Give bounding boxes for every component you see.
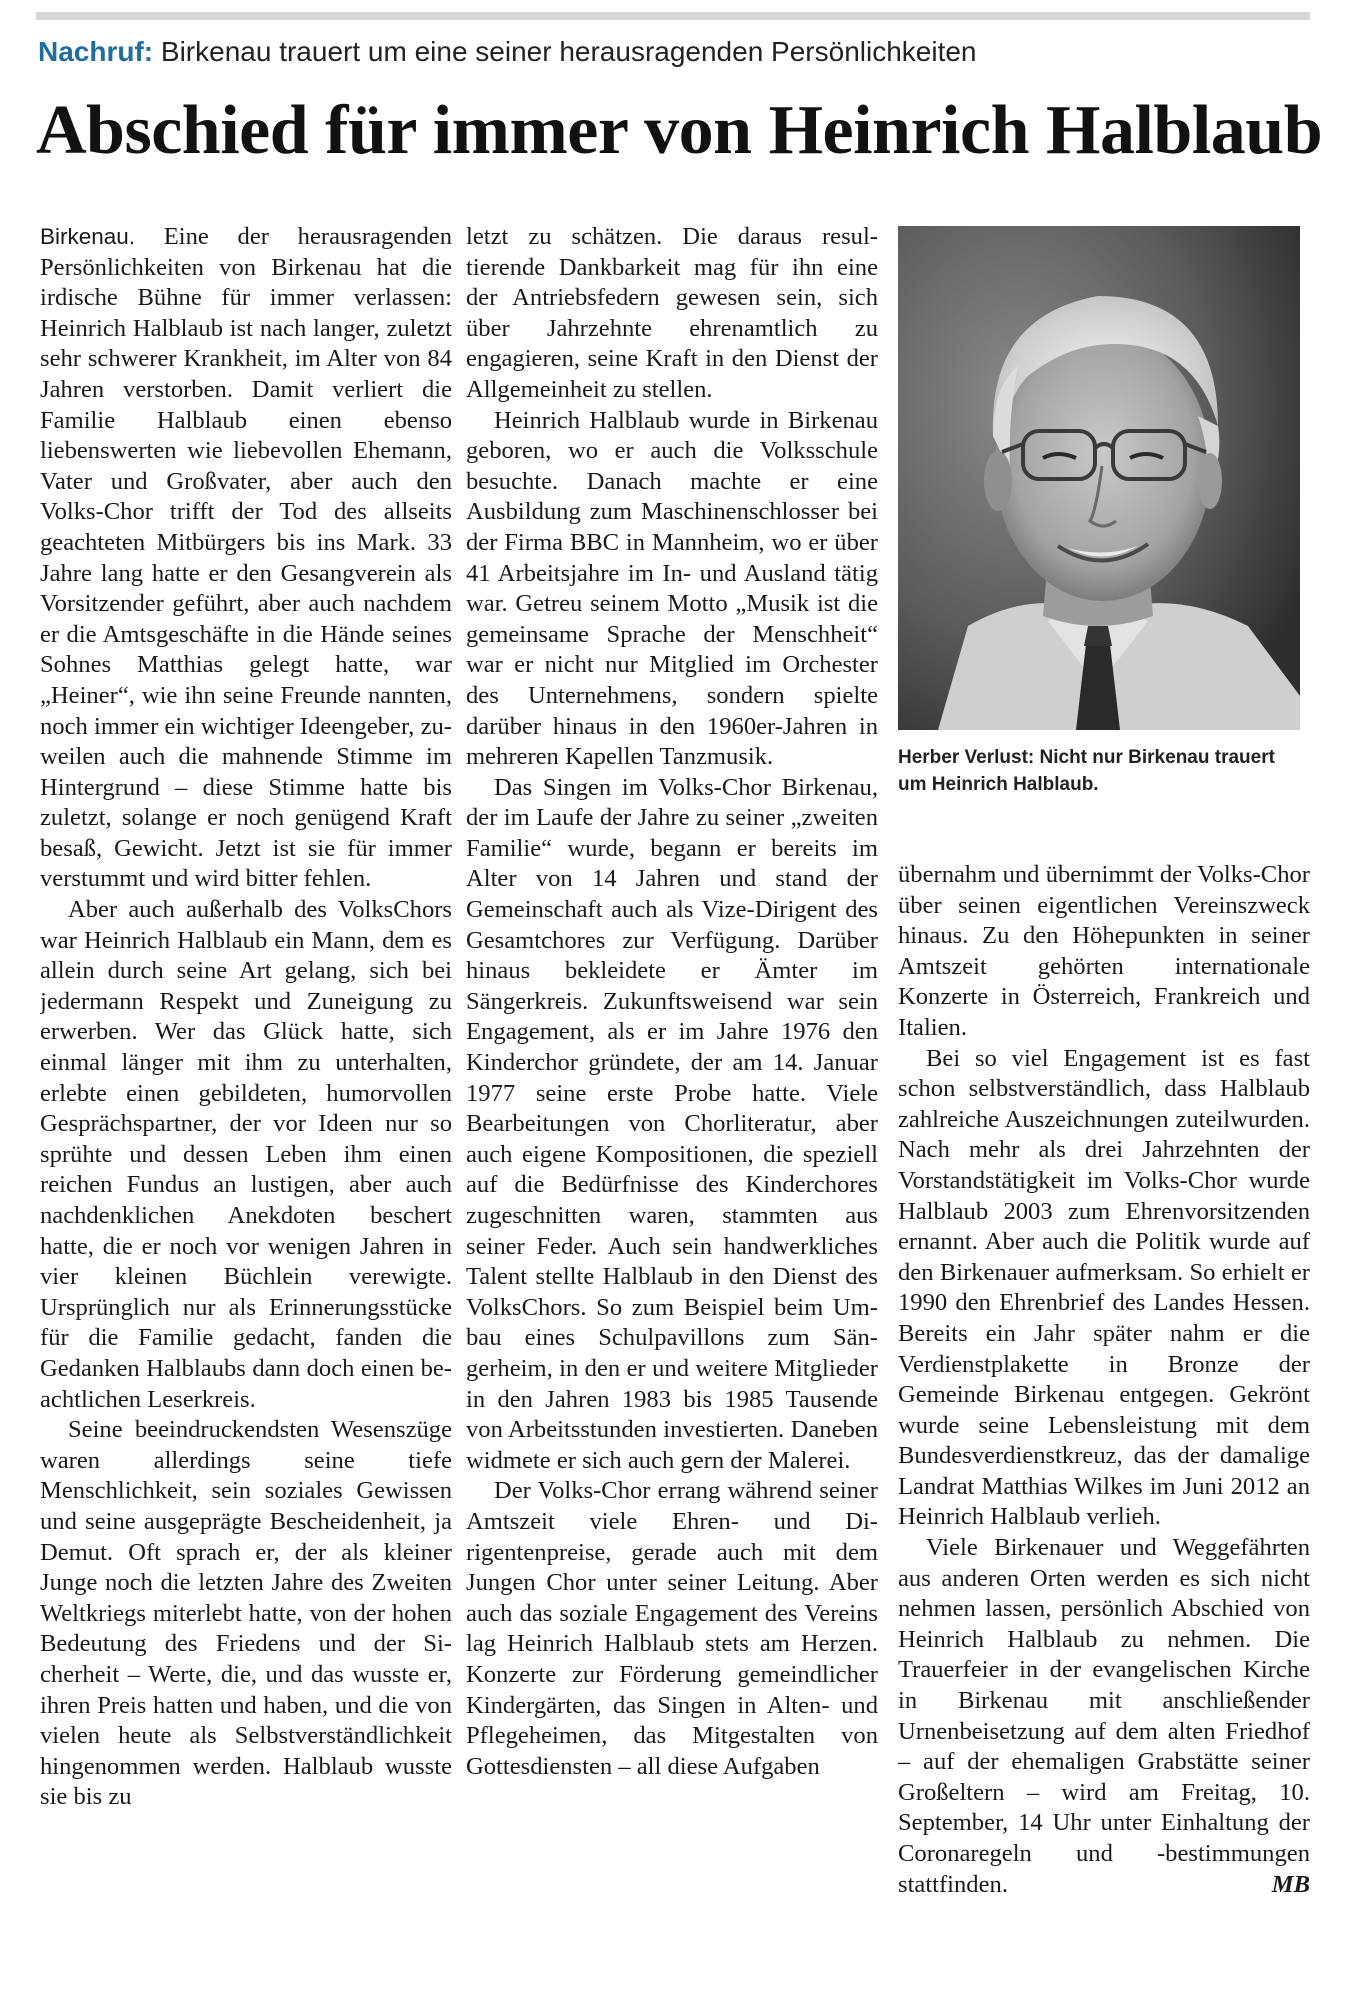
article-column-1 xyxy=(40,222,452,1992)
article-column-3 xyxy=(898,860,1310,1990)
paragraph: Heinrich Halblaub wurde in Birkenau geboren, wo er auch die Volksschule besuchte. Danach machte er eine Ausbildung zum Maschinenschlosser bei der Firma BBC in Mannheim, wo er über 41 Arbeitsjahre im In- und Ausland tätig war. Getreu seinem Motto „Musik ist die gemeinsame Sprache der Menschheit“ war er nicht nur Mitglied im Orchester des Unternehmens, sondern spielte darüber hinaus in den 1960er-Jahren in mehreren Kapellen Tanzmusik. xyxy=(466,406,878,771)
paragraph: übernahm und übernimmt der Volks-Chor über seinen eigentlichen Vereinszweck hinaus. Zu den Höhepunkten in seiner Amtszeit gehörten internationale Konzerte in Österreich, Frankreich und Italien. xyxy=(898,861,1310,1041)
portrait-photo xyxy=(898,226,1300,730)
paragraph: Das Singen im Volks-Chor Birkenau, der im Laufe der Jahre zu seiner „zweiten Familie“ wurde, begann er bereits im Alter von 14 Jahren und stand der Gemeinschaft auch als Vize-Dirigent des Gesamtchores zur Verfügung. Darüber hinaus bekleidete er Ämter im Sängerkreis. Zukunftsweisend war sein Engagement, als er im Jahre 1976 den Kinderchor gründete, der am 14. Januar 1977 seine erste Probe hatte. Viele Bearbeitungen von Chorliteratur, aber auch eigene Kompositionen, die speziell auf die Bedürfnisse des Kinderchores zugeschnitten waren, stammten aus seiner Feder. Auch sein handwerkliches Talent stellte Halblaub in den Dienst des VolksChors. So zum Beispiel beim Umbau eines Schulpavillons zum Sängerheim, in den er und weitere Mitglieder in den Jahren 1983 bis 1985 Tausende von Arbeitsstunden investierten. Daneben widmete er sich auch gern der Malerei. xyxy=(466,773,878,1474)
article-column-2 xyxy=(466,222,878,1992)
kicker-label: Nachruf: xyxy=(38,36,154,67)
photo-caption: Herber Verlust: Nicht nur Birkenau trauert um Heinrich Halblaub. xyxy=(898,747,1275,795)
paragraph: letzt zu schätzen. Die daraus resultierende Dankbarkeit mag für ihn eine der Antriebsfedern gewesen sein, sich über Jahrzehnte ehrenamtlich zu engagieren, seine Kraft in den Dienst der Allgemeinheit zu stellen. xyxy=(466,223,878,403)
kicker xyxy=(38,36,1308,68)
portrait-illustration xyxy=(898,226,1300,730)
kicker-text: Birkenau trauert um eine seiner herausragenden Persönlichkeiten xyxy=(160,36,977,67)
paragraph-text: Eine der herausragenden Persönlichkeiten von Birkenau hat die irdische Bühne für immer verlassen: Heinrich Halblaub ist nach langer, zuletzt sehr schwerer Krankheit, im Alter von 84 Jahren verstorben. Damit verliert die Familie Halblaub einen ebenso liebenswerten wie liebevollen Ehemann, Vater und Großvater, aber auch den Volks-Chor trifft der Tod des allseits geachteten Mitbürgers bis ins Mark. 33 Jahre lang hatte er den Gesangverein als Vorsitzender geführt, aber auch nachdem er die Amtsgeschäfte in die Hände seines Sohnes Matthias gelegt hatte, war „Heiner“, wie ihn seine Freunde nannten, noch immer ein wichtiger Ideengeber, zuweilen auch die mahnende Stimme im Hintergrund – diese Stimme hatte bis zuletzt, solange er noch genügend Kraft besaß, Gewicht. Jetzt ist sie für immer verstummt und wird bitter fehlen. xyxy=(40,223,452,893)
paragraph xyxy=(40,222,452,895)
author-byline: MB xyxy=(1271,1870,1310,1898)
paragraph xyxy=(898,1533,1310,1900)
headline: Abschied für immer von Heinrich Halblaub xyxy=(36,92,1323,169)
paragraph: Seine beeindruckendsten Wesenszüge waren allerdings seine tiefe Menschlichkeit, sein soziales Gewissen und seine ausgeprägte Bescheidenheit, ja Demut. Oft sprach er, der als kleiner Junge noch die letzten Jahre des Zweiten Weltkriegs miterlebt hatte, von der hohen Bedeutung des Friedens und der Sicherheit – Werte, die, und das wusste er, ihren Preis hatten und haben, und die von vielen heute als Selbstverständlichkeit hingenommen werden. Halblaub wusste sie bis zu xyxy=(40,1416,452,1811)
paragraph-text: Viele Birkenauer und Weggefährten aus anderen Orten werden es sich nicht nehmen lassen, persönlich Abschied von Heinrich Halblaub zu nehmen. Die Trauerfeier in der evangelischen Kirche in Birkenau mit anschließender Urnenbeisetzung auf dem alten Friedhof – auf der ehemaligen Grabstätte seiner Großeltern – wird am Freitag, 10. September, 14 Uhr unter Einhaltung der Coronaregeln und -bestimmungen stattfinden. xyxy=(898,1534,1310,1898)
top-rule xyxy=(36,12,1310,20)
paragraph: Aber auch außerhalb des VolksChors war Heinrich Halblaub ein Mann, dem es allein durch seine Art gelang, sich bei jedermann Respekt und Zuneigung zu erwerben. Wer das Glück hatte, sich einmal länger mit ihm zu unterhalten, erlebte einen gebildeten, humorvollen Gesprächspartner, der vor Ideen nur so sprühte und dessen Leben ihm einen reichen Fundus an lustigen, aber auch nachdenklichen Anekdoten beschert hatte, die er noch vor wenigen Jahren in vier kleinen Büchlein verewigte. Ursprünglich nur als Erinnerungsstücke für die Familie gedacht, fanden die Gedanken Halblaubs dann doch einen beachtlichen Leserkreis. xyxy=(40,896,452,1413)
paragraph: Der Volks-Chor errang während seiner Amtszeit viele Ehren- und Dirigentenpreise, gerade auch mit dem Jungen Chor unter seiner Leitung. Aber auch das soziale Engagement des Vereins lag Heinrich Halblaub stets am Herzen. Konzerte zur Förderung gemeindlicher Kindergärten, das Singen in Alten- und Pflegeheimen, das Mitgestalten von Gottesdiensten – all diese Aufgaben xyxy=(466,1477,878,1780)
dateline: Birkenau. xyxy=(40,224,136,249)
paragraph: Bei so viel Engagement ist es fast schon selbstverständlich, dass Halblaub zahlreiche Auszeichnungen zuteilwurden. Nach mehr als drei Jahrzehnten der Vorstandstätigkeit im Volks-Chor wurde Halblaub 2003 zum Ehrenvorsitzenden ernannt. Aber auch die Politik wurde auf den Birkenauer aufmerksam. So erhielt er 1990 den Ehrenbrief des Landes Hessen. Bereits ein Jahr später nahm er die Verdienstplakette in Bronze der Gemeinde Birkenau entgegen. Gekrönt wurde seine Lebensleistung mit dem Bundesverdienstkreuz, das der damalige Landrat Matthias Wilkes im Juni 2012 an Heinrich Halblaub verlieh. xyxy=(898,1044,1310,1531)
